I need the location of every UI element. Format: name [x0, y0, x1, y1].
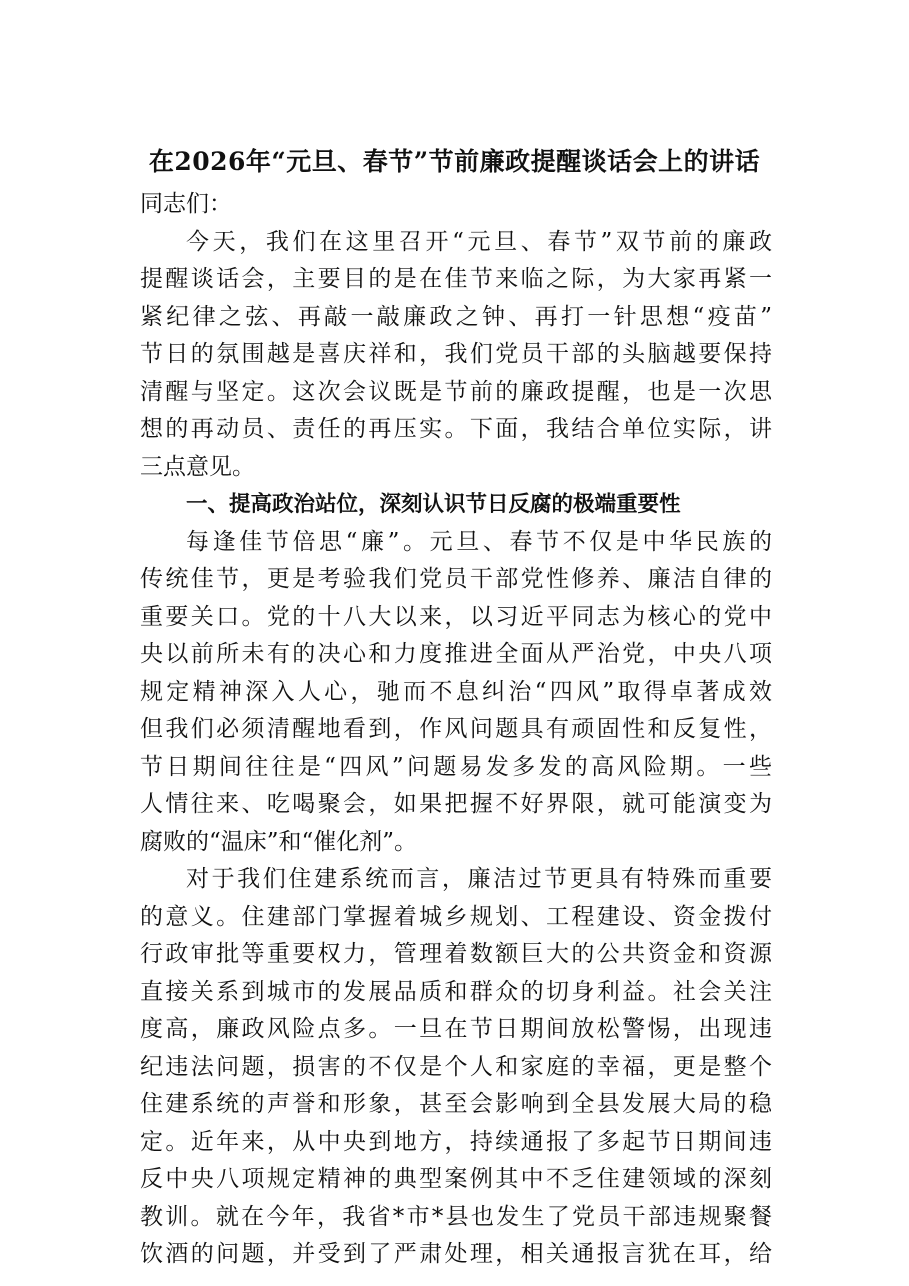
text-line: 反中央八项规定精神的典型案例其中不乏住建领域的深刻 [140, 1166, 772, 1192]
text-line: 度高，廉政风险点多。一旦在节日期间放松警惕，出现违 [140, 1016, 772, 1042]
document-title: 在2026年“元旦、春节”节前廉政提醒谈话会上的讲话 [148, 147, 761, 176]
text-line: 纪违法问题，损害的不仅是个人和家庭的幸福，更是整个 [140, 1053, 772, 1080]
text-line: 对于我们住建系统而言，廉洁过节更具有特殊而重要 [186, 866, 772, 892]
text-line: 饮酒的问题，并受到了严肃处理，相关通报言犹在耳，给 [140, 1241, 772, 1267]
text-line: 想的再动员、责任的再压实。下面，我结合单位实际，讲 [140, 416, 772, 442]
text-line: 行政审批等重要权力，管理着数额巨大的公共资金和资源 [140, 941, 772, 967]
text-line: 节日期间往往是“四风”问题易发多发的高风险期。一些 [140, 753, 772, 780]
text-line: 紧纪律之弦、再敲一敲廉政之钟、再打一针思想“疫苗” [140, 303, 772, 330]
text-line: 住建系统的声誉和形象，甚至会影响到全县发展大局的稳 [140, 1091, 772, 1117]
text-line: 三点意见。 [140, 453, 255, 480]
text-line: 清醒与坚定。这次会议既是节前的廉政提醒，也是一次思 [140, 378, 772, 405]
text-line: 定。近年来，从中央到地方，持续通报了多起节日期间违 [140, 1128, 772, 1155]
text-line: 提醒谈话会，主要目的是在佳节来临之际，为大家再紧一 [140, 266, 772, 292]
text-line: 的意义。住建部门掌握着城乡规划、工程建设、资金拨付 [140, 903, 772, 930]
text-line: 节日的氛围越是喜庆祥和，我们党员干部的头脑越要保持 [140, 341, 772, 367]
text-line: 教训。就在今年，我省*市*县也发生了党员干部违规聚餐 [140, 1203, 772, 1230]
text-line: 每逢佳节倍思“廉”。元旦、春节不仅是中华民族的 [186, 528, 772, 555]
text-line: 规定精神深入人心，驰而不息纠治“四风”取得卓著成效 [140, 678, 772, 705]
text-line: 重要关口。党的十八大以来，以习近平同志为核心的党中 [140, 603, 772, 630]
text-line: 央以前所未有的决心和力度推进全面从严治党，中央八项 [140, 641, 772, 667]
section-heading: 一、提高政治站位，深刻认识节日反腐的极端重要性 [186, 492, 681, 517]
text-line: 直接关系到城市的发展品质和群众的切身利益。社会关注 [140, 978, 772, 1005]
text-line: 传统佳节，更是考验我们党员干部党性修养、廉洁自律的 [140, 566, 772, 592]
text-line: 人情往来、吃喝聚会，如果把握不好界限，就可能演变为 [140, 791, 772, 817]
text-line: 今天，我们在这里召开“元旦、春节”双节前的廉政 [186, 228, 772, 255]
document-body [140, 186, 772, 1274]
text-line: 腐败的“温床”和“催化剂”。 [140, 828, 418, 855]
text-line: 但我们必须清醒地看到，作风问题具有顽固性和反复性， [140, 716, 772, 742]
text-line: 同志们： [140, 191, 232, 217]
